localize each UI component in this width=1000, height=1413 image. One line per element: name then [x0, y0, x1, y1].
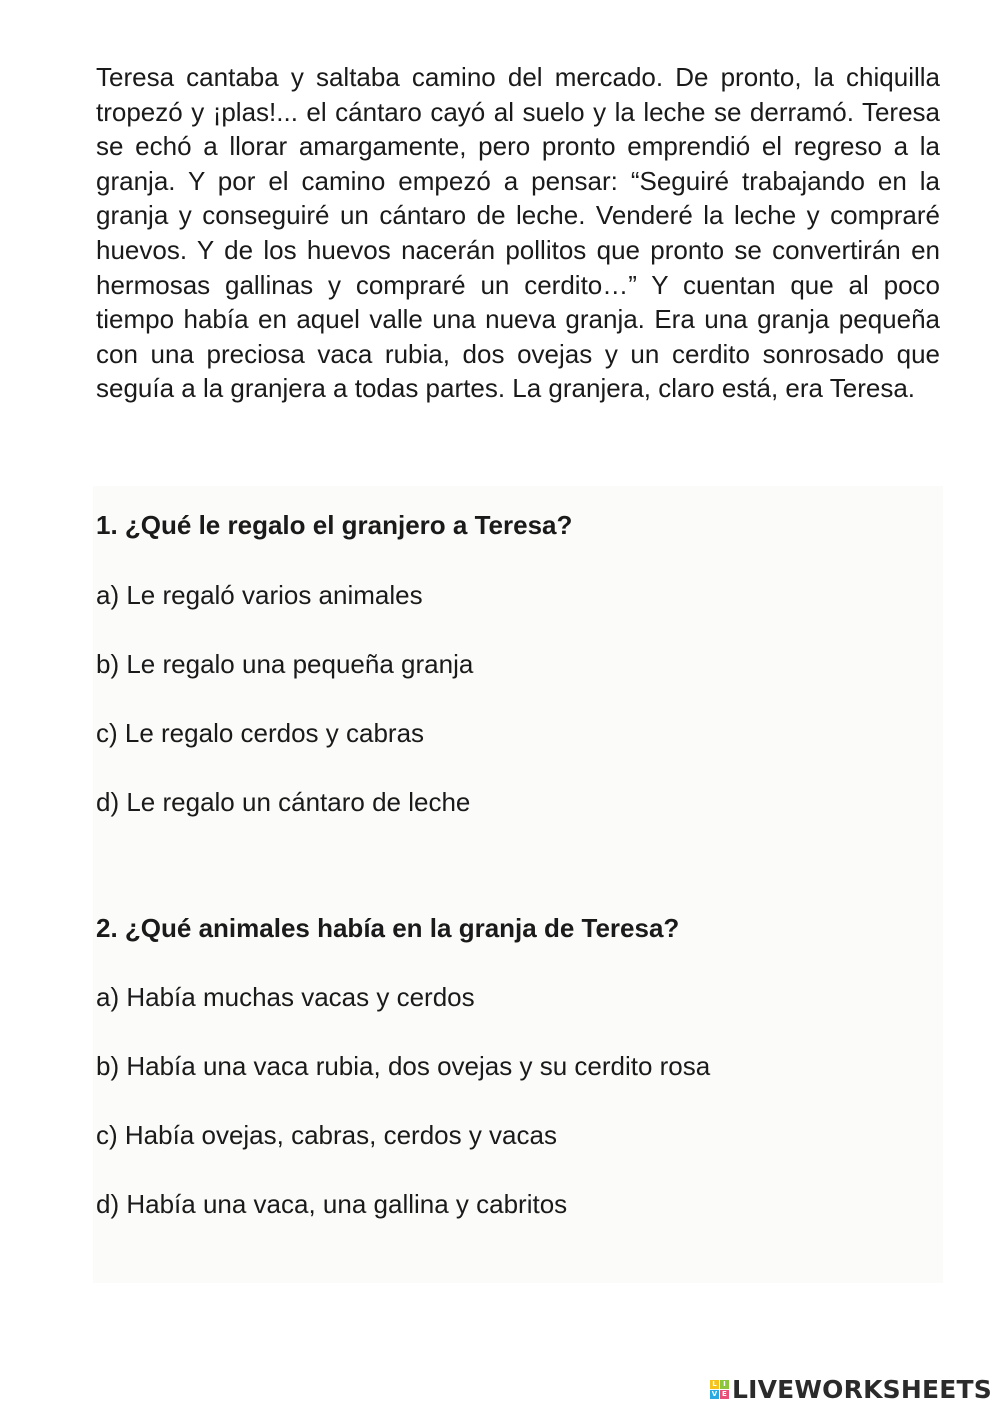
question-2: 2. ¿Qué animales había en la granja de Teresa?: [96, 913, 680, 943]
logo-tile-2: I: [720, 1380, 729, 1389]
question-1-option-d[interactable]: d) Le regalo un cántaro de leche: [96, 787, 471, 817]
story-paragraph: Teresa cantaba y saltaba camino del mercado. De pronto, la chiquilla tropezó y ¡plas!... el cántaro cayó al suelo y la leche se derramó. Teresa se echó a llorar amargamente, pero pronto emprendió el regreso a la granja. Y por el camino empezó a pensar: “Seguiré trabajando en la granja y conseguiré un cántaro de leche. Venderé la leche y compraré huevos. Y de los huevos nacerán pollitos que pronto se convertirán en hermosas gallinas y compraré un cerdito…” Y cuentan que al poco tiempo había en aquel valle una nueva granja. Era una granja pequeña con una preciosa vaca rubia, dos ovejas y un cerdito sonrosado que seguía a la granjera a todas partes. La granjera, claro está, era Teresa.: [96, 62, 940, 404]
logo-tile-1: L: [710, 1380, 719, 1389]
question-2-option-b[interactable]: b) Había una vaca rubia, dos ovejas y su cerdito rosa: [96, 1051, 711, 1081]
logo-tile-3: V: [711, 1390, 718, 1398]
logo-tile-4: E: [720, 1390, 729, 1399]
question-1-option-c[interactable]: c) Le regalo cerdos y cabras: [96, 718, 425, 748]
question-1-option-a[interactable]: a) Le regaló varios animales: [96, 580, 423, 610]
question-1-option-b[interactable]: b) Le regalo una pequeña granja: [96, 649, 474, 679]
liveworksheets-logo-icon: [710, 1380, 729, 1399]
question-1: 1. ¿Qué le regalo el granjero a Teresa?: [96, 510, 573, 540]
liveworksheets-logo: [710, 1375, 992, 1404]
question-2-option-c[interactable]: c) Había ovejas, cabras, cerdos y vacas: [96, 1120, 557, 1150]
question-2-option-d[interactable]: d) Había una vaca, una gallina y cabritos: [96, 1189, 568, 1219]
logo-wordmark: LIVEWORKSHEETS: [731, 1375, 992, 1404]
question-2-option-a[interactable]: a) Había muchas vacas y cerdos: [96, 982, 475, 1012]
